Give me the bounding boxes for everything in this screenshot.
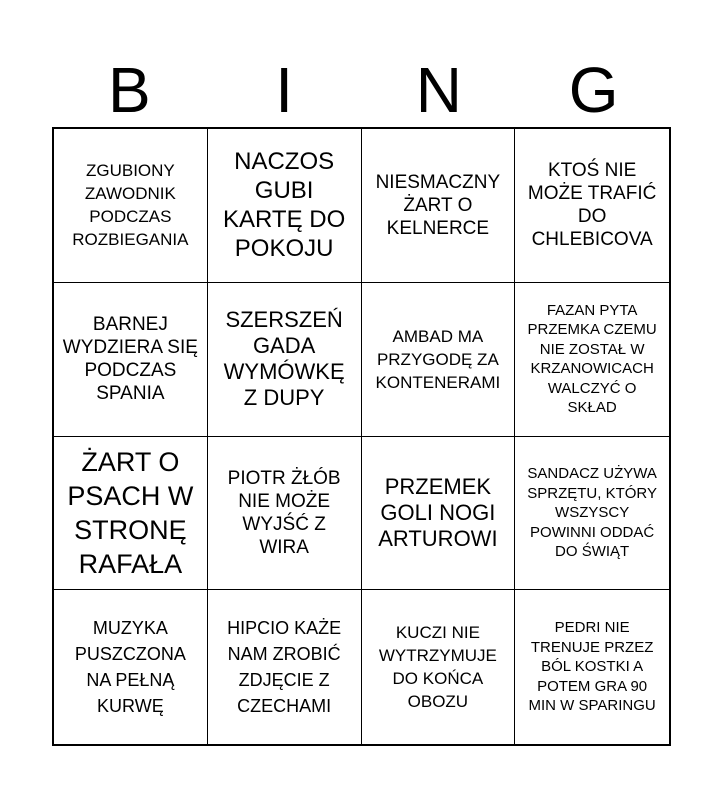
header-letter-n: N xyxy=(415,54,462,126)
cell-text: HIPCIO KAŻE NAM ZROBIĆ ZDJĘCIE Z CZECHAMI xyxy=(227,618,342,717)
bingo-cell-r4c4[interactable] xyxy=(515,590,669,744)
cell-text: FAZAN PYTA PRZEMKA CZEMU NIE ZOSTAŁ W KRZANOWICACH WALCZYĆ O SKŁAD xyxy=(527,301,657,417)
bingo-cell-r2c1[interactable] xyxy=(54,283,208,437)
cell-text: KTOŚ NIE MOŻE TRAFIĆ DO CHLEBICOVA xyxy=(527,160,657,251)
bingo-cell-r1c3[interactable] xyxy=(362,129,516,283)
header-letter-i: I xyxy=(275,54,294,126)
cell-text: ŻART O PSACH W STRONĘ RAFAŁA xyxy=(67,446,194,579)
bingo-cell-r2c2[interactable] xyxy=(208,283,362,437)
cell-text: KUCZI NIE WYTRZYMUJE DO KOŃCA OBOZU xyxy=(378,623,497,712)
cell-text: SZERSZEŃ GADA WYMÓWKĘ Z DUPY xyxy=(223,307,345,411)
bingo-cell-r4c3[interactable] xyxy=(362,590,516,744)
bingo-cell-r1c1[interactable] xyxy=(54,129,208,283)
cell-text: BARNEJ WYDZIERA SIĘ PODCZAS SPANIA xyxy=(62,314,198,405)
cell-text: MUZYKA PUSZCZONA NA PEŁNĄ KURWĘ xyxy=(74,618,186,717)
cell-text: PEDRI NIE TRENUJE PRZEZ BÓL KOSTKI A POTEM GRA 90 MIN W SPARINGU xyxy=(528,619,656,715)
bingo-cell-r2c3[interactable] xyxy=(362,283,516,437)
header-letter-g: G xyxy=(568,54,619,126)
bingo-cell-r3c4[interactable] xyxy=(515,437,669,591)
cell-text: ZGUBIONY ZAWODNIK PODCZAS ROZBIEGANIA xyxy=(72,161,189,250)
bingo-header xyxy=(52,52,671,128)
bingo-board xyxy=(52,127,671,746)
cell-text: AMBAD MA PRZYGODĘ ZA KONTENERAMI xyxy=(375,326,501,392)
header-letter-b: B xyxy=(108,54,151,126)
bingo-cell-r1c2[interactable] xyxy=(208,129,362,283)
cell-text: PRZEMEK GOLI NOGI ARTUROWI xyxy=(378,473,498,551)
bingo-cell-r4c1[interactable] xyxy=(54,590,208,744)
bingo-cell-r3c1[interactable] xyxy=(54,437,208,591)
bingo-cell-r3c2[interactable] xyxy=(208,437,362,591)
cell-text: PIOTR ŻŁÓB NIE MOŻE WYJŚĆ Z WIRA xyxy=(227,467,341,558)
cell-text: NACZOS GUBI KARTĘ DO POKOJU xyxy=(223,148,346,263)
bingo-cell-r2c4[interactable] xyxy=(515,283,669,437)
cell-text: NIESMACZNY ŻART O KELNERCE xyxy=(375,171,501,239)
bingo-cell-r1c4[interactable] xyxy=(515,129,669,283)
bingo-cell-r4c2[interactable] xyxy=(208,590,362,744)
bingo-cell-r3c3[interactable] xyxy=(362,437,516,591)
cell-text: SANDACZ UŻYWA SPRZĘTU, KTÓRY WSZYSCY POWINNI ODDAĆ DO ŚWIĄT xyxy=(527,465,657,561)
